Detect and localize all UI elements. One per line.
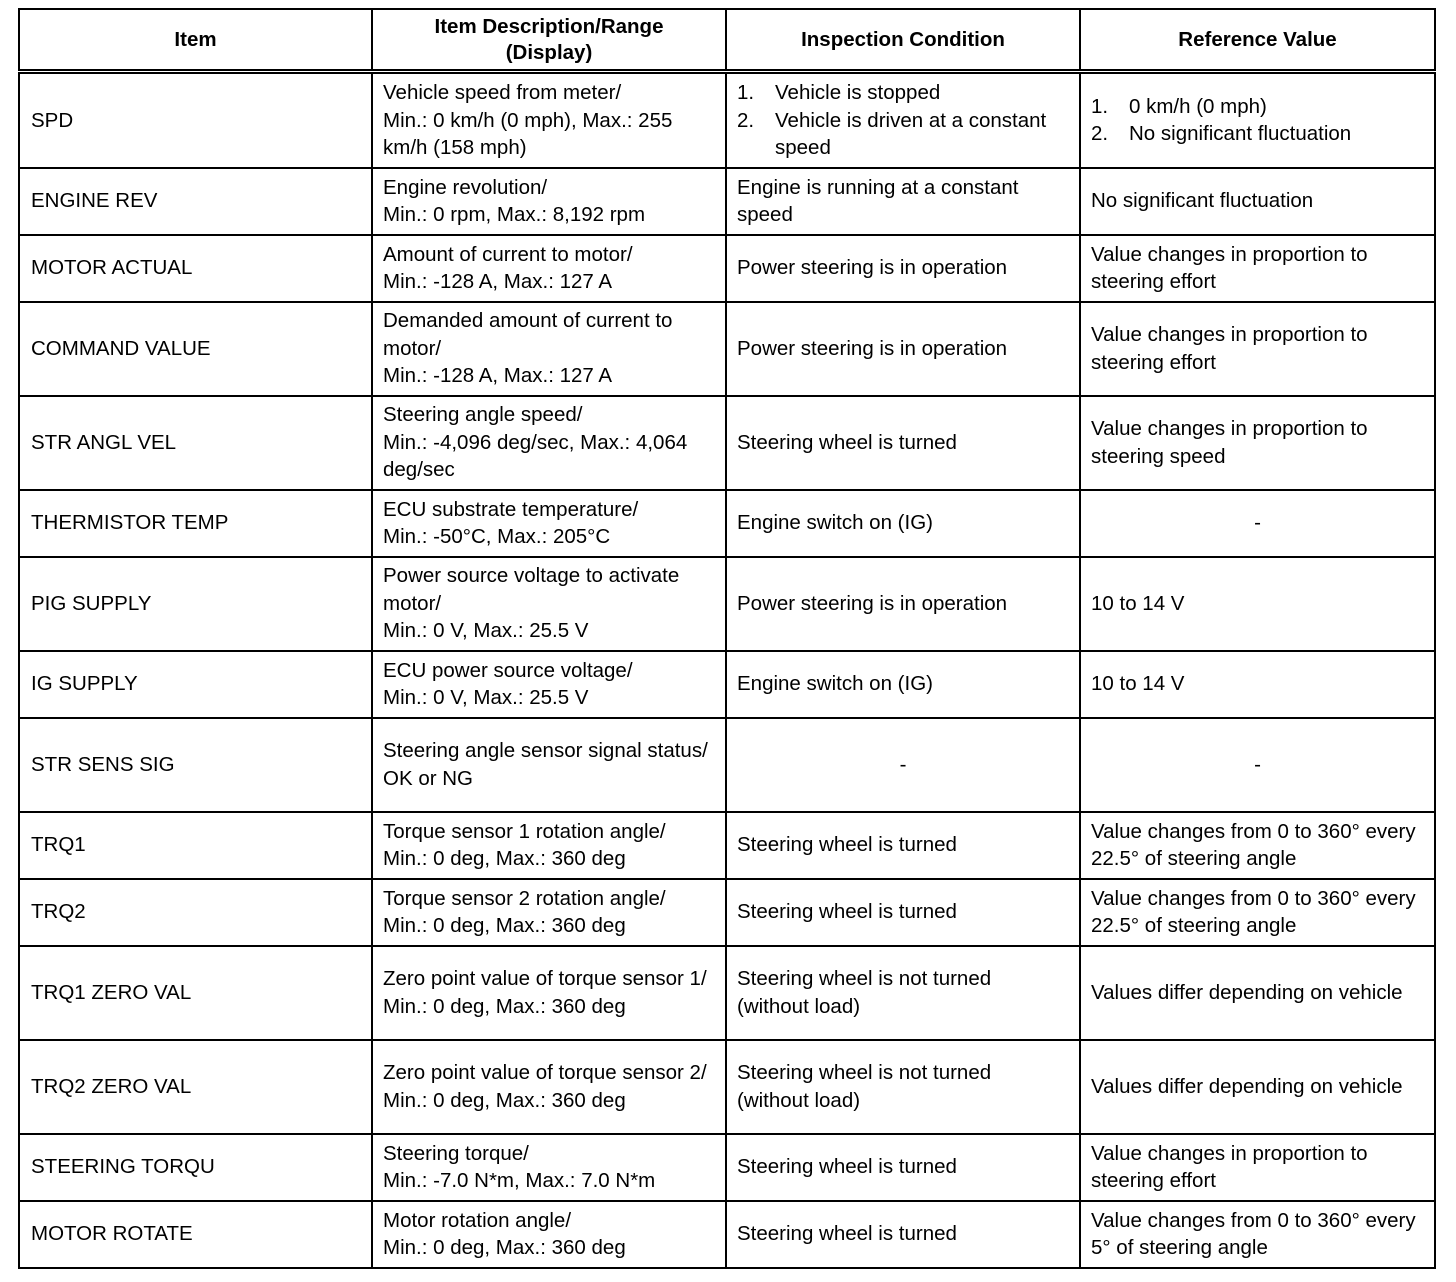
item-cell: TRQ2 ZERO VAL <box>19 1040 372 1134</box>
header-description: Item Description/Range (Display) <box>372 9 726 72</box>
reference-cell: 10 to 14 V <box>1080 651 1435 718</box>
list-item: 2. No significant fluctuation <box>1091 122 1352 146</box>
reference-cell: Value changes from 0 to 360° every 22.5° of steering angle <box>1080 879 1435 946</box>
table-row <box>19 396 1435 490</box>
item-cell: TRQ1 ZERO VAL <box>19 946 372 1040</box>
condition-cell: Steering wheel is turned <box>726 1134 1080 1201</box>
condition-cell: Steering wheel is turned <box>726 396 1080 490</box>
condition-list <box>737 79 1069 162</box>
list-item: 1. 0 km/h (0 mph) <box>1091 94 1267 118</box>
reference-cell: Values differ depending on vehicle <box>1080 1040 1435 1134</box>
table-row <box>19 302 1435 396</box>
condition-cell <box>726 72 1080 168</box>
item-cell: STR SENS SIG <box>19 718 372 812</box>
reference-cell: Value changes in proportion to steering speed <box>1080 396 1435 490</box>
condition-cell: Steering wheel is not turned (without load) <box>726 1040 1080 1134</box>
condition-cell: - <box>726 718 1080 812</box>
table-row <box>19 1040 1435 1134</box>
item-cell: STR ANGL VEL <box>19 396 372 490</box>
header-inspection-condition: Inspection Condition <box>726 9 1080 72</box>
table-row <box>19 718 1435 812</box>
condition-cell: Steering wheel is not turned (without load) <box>726 946 1080 1040</box>
table-row <box>19 235 1435 302</box>
reference-cell: - <box>1080 490 1435 557</box>
condition-cell: Steering wheel is turned <box>726 879 1080 946</box>
description-cell: Demanded amount of current to motor/ Min.: -128 A, Max.: 127 A <box>372 302 726 396</box>
item-cell: PIG SUPPLY <box>19 557 372 651</box>
reference-cell: Value changes in proportion to steering effort <box>1080 235 1435 302</box>
data-list-table <box>18 8 1436 1269</box>
condition-cell: Steering wheel is turned <box>726 812 1080 879</box>
header-reference-value: Reference Value <box>1080 9 1435 72</box>
item-cell: THERMISTOR TEMP <box>19 490 372 557</box>
table-row <box>19 1134 1435 1201</box>
description-cell: Steering angle sensor signal status/ OK or NG <box>372 718 726 812</box>
item-cell: TRQ2 <box>19 879 372 946</box>
table-row <box>19 1201 1435 1268</box>
reference-cell: - <box>1080 718 1435 812</box>
description-cell: Steering torque/ Min.: -7.0 N*m, Max.: 7.0 N*m <box>372 1134 726 1201</box>
table-row <box>19 557 1435 651</box>
condition-cell: Power steering is in operation <box>726 302 1080 396</box>
description-cell: Power source voltage to activate motor/ Min.: 0 V, Max.: 25.5 V <box>372 557 726 651</box>
reference-cell: Value changes in proportion to steering effort <box>1080 1134 1435 1201</box>
description-cell: Engine revolution/ Min.: 0 rpm, Max.: 8,192 rpm <box>372 168 726 235</box>
header-row <box>19 9 1435 72</box>
condition-cell: Steering wheel is turned <box>726 1201 1080 1268</box>
item-cell: MOTOR ROTATE <box>19 1201 372 1268</box>
condition-cell: Power steering is in operation <box>726 235 1080 302</box>
description-cell: Vehicle speed from meter/ Min.: 0 km/h (0 mph), Max.: 255 km/h (158 mph) <box>372 72 726 168</box>
condition-cell: Engine switch on (IG) <box>726 490 1080 557</box>
description-cell: ECU power source voltage/ Min.: 0 V, Max.: 25.5 V <box>372 651 726 718</box>
reference-cell: Value changes from 0 to 360° every 5° of steering angle <box>1080 1201 1435 1268</box>
list-item: 1. Vehicle is stopped <box>737 81 941 104</box>
item-cell: MOTOR ACTUAL <box>19 235 372 302</box>
reference-cell: Values differ depending on vehicle <box>1080 946 1435 1040</box>
reference-cell: Value changes from 0 to 360° every 22.5° of steering angle <box>1080 812 1435 879</box>
table-row <box>19 490 1435 557</box>
reference-list <box>1091 93 1424 148</box>
item-cell: ENGINE REV <box>19 168 372 235</box>
table-row <box>19 946 1435 1040</box>
table-row <box>19 168 1435 235</box>
description-cell: Zero point value of torque sensor 2/ Min.: 0 deg, Max.: 360 deg <box>372 1040 726 1134</box>
reference-cell: Value changes in proportion to steering effort <box>1080 302 1435 396</box>
description-cell: Motor rotation angle/ Min.: 0 deg, Max.: 360 deg <box>372 1201 726 1268</box>
item-cell: SPD <box>19 72 372 168</box>
table-row <box>19 812 1435 879</box>
list-item: 2. Vehicle is driven at a constant speed <box>737 108 1047 159</box>
description-cell: Torque sensor 1 rotation angle/ Min.: 0 deg, Max.: 360 deg <box>372 812 726 879</box>
reference-cell: 10 to 14 V <box>1080 557 1435 651</box>
item-cell: COMMAND VALUE <box>19 302 372 396</box>
reference-cell <box>1080 72 1435 168</box>
table-row <box>19 72 1435 168</box>
reference-cell: No significant fluctuation <box>1080 168 1435 235</box>
item-cell: IG SUPPLY <box>19 651 372 718</box>
description-cell: Torque sensor 2 rotation angle/ Min.: 0 deg, Max.: 360 deg <box>372 879 726 946</box>
description-cell: Amount of current to motor/ Min.: -128 A, Max.: 127 A <box>372 235 726 302</box>
condition-cell: Engine switch on (IG) <box>726 651 1080 718</box>
table-row <box>19 651 1435 718</box>
item-cell: STEERING TORQU <box>19 1134 372 1201</box>
condition-cell: Engine is running at a constant speed <box>726 168 1080 235</box>
description-cell: ECU substrate temperature/ Min.: -50°C, Max.: 205°C <box>372 490 726 557</box>
item-cell: TRQ1 <box>19 812 372 879</box>
description-cell: Zero point value of torque sensor 1/ Min.: 0 deg, Max.: 360 deg <box>372 946 726 1040</box>
header-item: Item <box>19 9 372 72</box>
condition-cell: Power steering is in operation <box>726 557 1080 651</box>
description-cell: Steering angle speed/ Min.: -4,096 deg/sec, Max.: 4,064 deg/sec <box>372 396 726 490</box>
table-row <box>19 879 1435 946</box>
